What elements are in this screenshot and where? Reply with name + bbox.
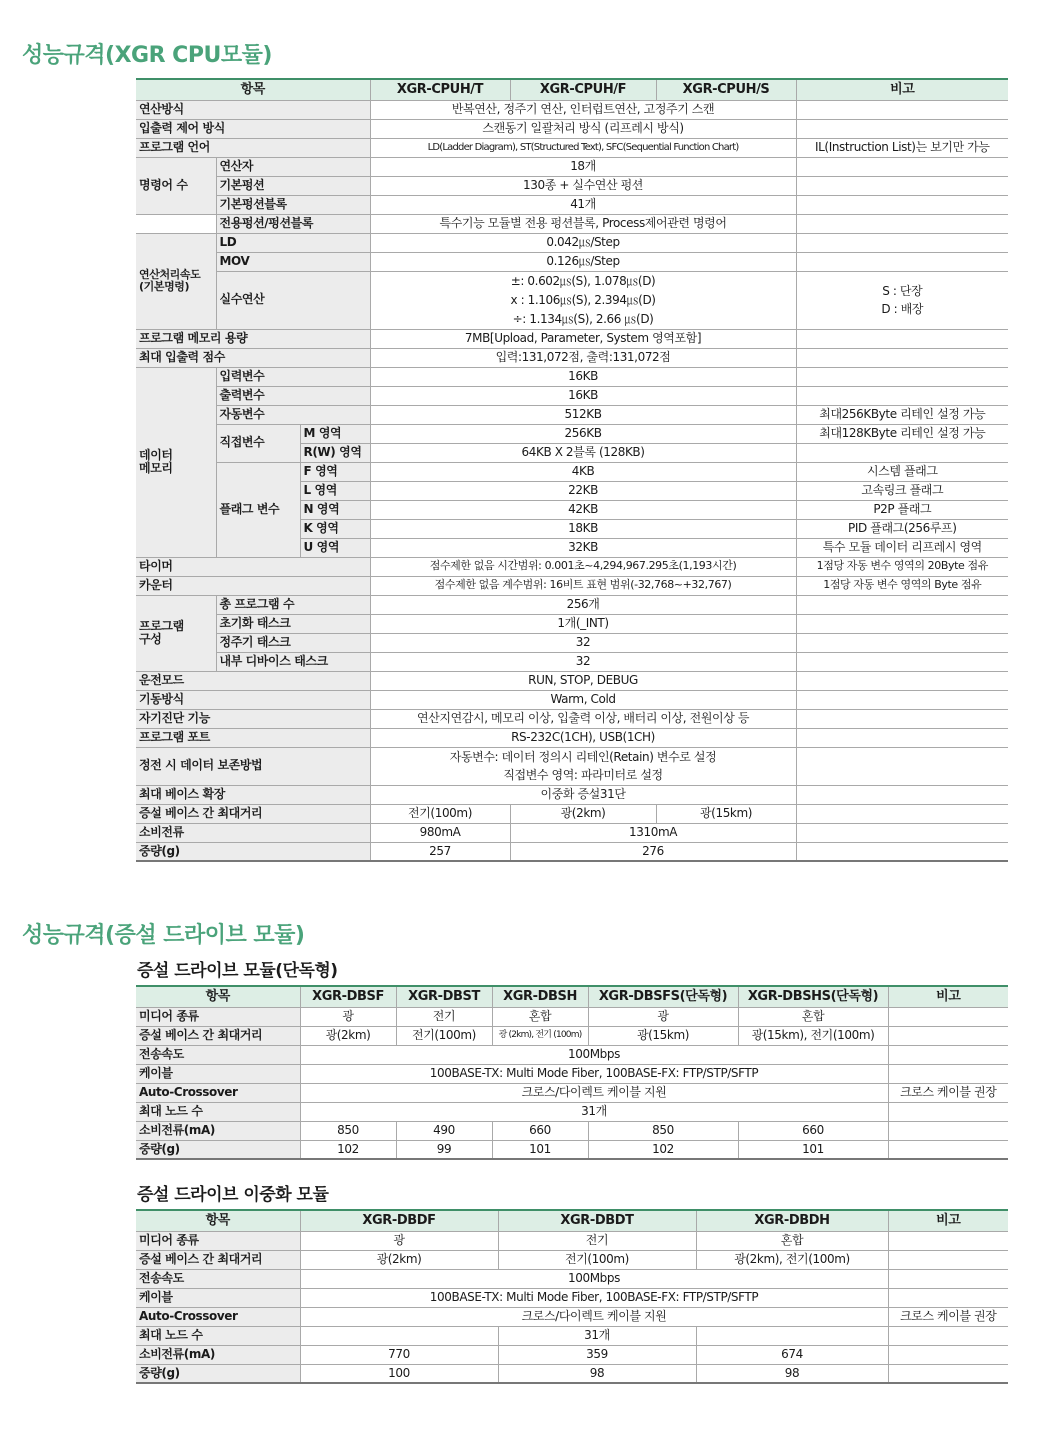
- row-auto-crossover: [136, 1307, 1008, 1326]
- value: 입력:131,072점, 출력:131,072점: [370, 348, 796, 367]
- remark: [888, 1026, 1008, 1045]
- remark: [796, 690, 1008, 709]
- remark: [796, 214, 1008, 233]
- remark: [888, 1064, 1008, 1083]
- label: Auto-Crossover: [136, 1083, 300, 1102]
- value: 전기(100m): [396, 1026, 492, 1045]
- label: 실수연산: [216, 271, 370, 329]
- row-mem-f: [136, 462, 1008, 481]
- label: 미디어 종류: [136, 1231, 300, 1250]
- row-distance: [136, 1250, 1008, 1269]
- value: 32: [370, 633, 796, 652]
- label: 소비전류(mA): [136, 1121, 300, 1140]
- row-run-mode: [136, 671, 1008, 690]
- row-speed-mov: [136, 252, 1008, 271]
- remark: [796, 652, 1008, 671]
- value: 혼합: [492, 1007, 588, 1026]
- value: 674: [696, 1345, 888, 1364]
- remark: 최대256KByte 리테인 설정 가능: [796, 405, 1008, 424]
- value: 광(15km): [588, 1026, 738, 1045]
- remark: [796, 252, 1008, 271]
- value-cpuh-t: 257: [370, 842, 510, 861]
- value: 16KB: [370, 386, 796, 405]
- remark: PID 플래그(256루프): [796, 519, 1008, 538]
- real-line-div: ÷: 1.134㎲(S), 2.66 ㎲(D): [512, 311, 654, 326]
- remark: 고속링크 플래그: [796, 481, 1008, 500]
- label: 증설 베이스 간 최대거리: [136, 1026, 300, 1045]
- remark: [796, 728, 1008, 747]
- real-line-add: ±: 0.602㎲(S), 1.078㎲(D): [510, 273, 656, 288]
- remark: [796, 671, 1008, 690]
- label: 연산자: [216, 157, 370, 176]
- label: 프로그램 언어: [136, 138, 370, 157]
- header-item: 항목: [136, 1210, 300, 1231]
- remark: [888, 1045, 1008, 1064]
- row-cable: [136, 1288, 1008, 1307]
- remark: 최대128KByte 리테인 설정 가능: [796, 424, 1008, 443]
- row-prog-internal: [136, 652, 1008, 671]
- remark: [796, 157, 1008, 176]
- blank: [136, 214, 216, 233]
- value: 0.042㎲/Step: [370, 233, 796, 252]
- label: 프로그램 메모리 용량: [136, 329, 370, 348]
- label: N 영역: [300, 500, 370, 519]
- row-mem-auto: [136, 405, 1008, 424]
- label: 정전 시 데이터 보존방법: [136, 747, 370, 785]
- value: 850: [300, 1121, 396, 1140]
- value: 반복연산, 정주기 연산, 인터럽트연산, 고정주기 스캔: [370, 100, 796, 119]
- inst-count-label: 명령어 수: [136, 157, 216, 214]
- cpu-section-title: 성능규격(XGR CPU모듈): [22, 43, 272, 68]
- label: 운전모드: [136, 671, 370, 690]
- dual-header-row: [136, 1210, 1008, 1231]
- remark: [796, 386, 1008, 405]
- row-current: [136, 1345, 1008, 1364]
- remark: 특수 모듈 데이터 리프레시 영역: [796, 538, 1008, 557]
- value: 18KB: [370, 519, 796, 538]
- value: 770: [300, 1345, 498, 1364]
- remark: [796, 709, 1008, 728]
- label: 최대 노드 수: [136, 1326, 300, 1345]
- row-max-io: [136, 348, 1008, 367]
- value: 16KB: [370, 367, 796, 386]
- remark: [796, 747, 1008, 785]
- prog-struct-label: 프로그램 구성: [136, 595, 216, 671]
- value: 광(2km): [300, 1250, 498, 1269]
- remark: [796, 633, 1008, 652]
- header-dbsf: XGR-DBSF: [300, 986, 396, 1007]
- remark: [796, 195, 1008, 214]
- row-op-method: [136, 100, 1008, 119]
- row-restart: [136, 690, 1008, 709]
- label: 출력변수: [216, 386, 370, 405]
- row-speed-ld: [136, 233, 1008, 252]
- remark: [796, 233, 1008, 252]
- label: 총 프로그램 수: [216, 595, 370, 614]
- remark: [796, 443, 1008, 462]
- label: 최대 입출력 점수: [136, 348, 370, 367]
- value: RS-232C(1CH), USB(1CH): [370, 728, 796, 747]
- header-dbshs: XGR-DBSHS(단독형): [738, 986, 888, 1007]
- label: 정주기 태스크: [216, 633, 370, 652]
- remark: [888, 1269, 1008, 1288]
- row-distance: [136, 804, 1008, 823]
- row-media: [136, 1007, 1008, 1026]
- remark: [888, 1007, 1008, 1026]
- value: 512KB: [370, 405, 796, 424]
- value: 전기(100m): [498, 1250, 696, 1269]
- row-speed-real: [136, 271, 1008, 329]
- label: 초기화 태스크: [216, 614, 370, 633]
- header-dbdh: XGR-DBDH: [696, 1210, 888, 1231]
- label: Auto-Crossover: [136, 1307, 300, 1326]
- header-remark: 비고: [888, 1210, 1008, 1231]
- value: 256KB: [370, 424, 796, 443]
- row-timer: [136, 557, 1008, 576]
- value: 98: [498, 1364, 696, 1383]
- row-mem-m: [136, 424, 1008, 443]
- value: 스캔동기 일괄처리 방식 (리프레시 방식): [370, 119, 796, 138]
- row-media: [136, 1231, 1008, 1250]
- value: 광: [588, 1007, 738, 1026]
- label: 내부 디바이스 태스크: [216, 652, 370, 671]
- value: 크로스/다이렉트 케이블 지원: [300, 1307, 888, 1326]
- value: 256개: [370, 595, 796, 614]
- value: 102: [588, 1140, 738, 1159]
- row-weight: [136, 1140, 1008, 1159]
- remark: [796, 329, 1008, 348]
- remark: [796, 614, 1008, 633]
- value-cpuh-s: 광(15km): [656, 804, 796, 823]
- label: M 영역: [300, 424, 370, 443]
- value: 특수기능 모듈별 전용 펑션블록, Process제어관련 명령어: [370, 214, 796, 233]
- remark: [796, 595, 1008, 614]
- value: 혼합: [696, 1231, 888, 1250]
- header-dbsfs: XGR-DBSFS(단독형): [588, 986, 738, 1007]
- remark: [796, 367, 1008, 386]
- value: 크로스/다이렉트 케이블 지원: [300, 1083, 888, 1102]
- value: 100BASE-TX: Multi Mode Fiber, 100BASE-FX: FTP/STP/SFTP: [300, 1288, 888, 1307]
- value: 광(15km), 전기(100m): [738, 1026, 888, 1045]
- value: LD(Ladder Diagram), ST(Structured Text), SFC(Sequential Function Chart): [370, 138, 796, 157]
- header-dbst: XGR-DBST: [396, 986, 492, 1007]
- header-dbsh: XGR-DBSH: [492, 986, 588, 1007]
- cpu-header-row: [136, 79, 1008, 100]
- header-dbdf: XGR-DBDF: [300, 1210, 498, 1231]
- row-inst-basic-fb: [136, 195, 1008, 214]
- label: 타이머: [136, 557, 370, 576]
- value: 7MB[Upload, Parameter, System 영역포함]: [370, 329, 796, 348]
- label: 자기진단 기능: [136, 709, 370, 728]
- row-prog-init: [136, 614, 1008, 633]
- value: 광: [300, 1007, 396, 1026]
- remark: [796, 785, 1008, 804]
- remark: P2P 플래그: [796, 500, 1008, 519]
- row-prog-cyclic: [136, 633, 1008, 652]
- value-cpuh-f: 광(2km): [510, 804, 656, 823]
- row-max-base: [136, 785, 1008, 804]
- row-auto-crossover: [136, 1083, 1008, 1102]
- value: 101: [492, 1140, 588, 1159]
- dual-drive-table: [136, 1209, 1008, 1384]
- row-power-fail: [136, 747, 1008, 785]
- remark: [888, 1326, 1008, 1345]
- header-cpuh-f: XGR-CPUH/F: [510, 79, 656, 100]
- value: 99: [396, 1140, 492, 1159]
- remark: [796, 176, 1008, 195]
- label: 소비전류(mA): [136, 1345, 300, 1364]
- label: 중량(g): [136, 842, 370, 861]
- label: 입출력 제어 방식: [136, 119, 370, 138]
- flag-var-label: 플래그 변수: [216, 462, 300, 557]
- label: 기본펑션블록: [216, 195, 370, 214]
- label: U 영역: [300, 538, 370, 557]
- value: 22KB: [370, 481, 796, 500]
- row-prog-mem: [136, 329, 1008, 348]
- label: 기본펑션: [216, 176, 370, 195]
- value: 4KB: [370, 462, 796, 481]
- header-remark: 비고: [796, 79, 1008, 100]
- real-line-mul: x : 1.106㎲(S), 2.394㎲(D): [510, 292, 656, 307]
- value-cpuh-fs: 1310mA: [510, 823, 796, 842]
- label: F 영역: [300, 462, 370, 481]
- remark: 1점당 자동 변수 영역의 Byte 점유: [796, 576, 1008, 595]
- label: R(W) 영역: [300, 443, 370, 462]
- value: RUN, STOP, DEBUG: [370, 671, 796, 690]
- row-mem-input: [136, 367, 1008, 386]
- remark: [796, 348, 1008, 367]
- row-prog-port: [136, 728, 1008, 747]
- header-item: 항목: [136, 79, 370, 100]
- label: 케이블: [136, 1288, 300, 1307]
- remark: IL(Instruction List)는 보기만 가능: [796, 138, 1008, 157]
- value: 광(2km), 전기(100m): [696, 1250, 888, 1269]
- value: 광 (2km), 전기 (100m): [492, 1026, 588, 1045]
- remark: [796, 100, 1008, 119]
- speed-label: 연산처리속도 (기본명령): [136, 233, 216, 329]
- row-current: [136, 823, 1008, 842]
- value: 이중화 증설31단: [370, 785, 796, 804]
- header-item: 항목: [136, 986, 300, 1007]
- remark: [796, 842, 1008, 861]
- value: 850: [588, 1121, 738, 1140]
- value: 101: [738, 1140, 888, 1159]
- label: 증설 베이스 간 최대거리: [136, 1250, 300, 1269]
- value: 전기: [396, 1007, 492, 1026]
- value: 1개(_INT): [370, 614, 796, 633]
- value: 점수제한 없음 시간범위: 0.001초~4,294,967.295초(1,193시간): [370, 557, 796, 576]
- value: 64KB X 2블록 (128KB): [370, 443, 796, 462]
- remark: [888, 1250, 1008, 1269]
- remark: [888, 1140, 1008, 1159]
- remark: [888, 1102, 1008, 1121]
- value: 광: [300, 1231, 498, 1250]
- value: 660: [492, 1121, 588, 1140]
- value: 31개: [300, 1102, 888, 1121]
- value: 100BASE-TX: Multi Mode Fiber, 100BASE-FX: FTP/STP/SFTP: [300, 1064, 888, 1083]
- value: 130종 + 실수연산 펑션: [370, 176, 796, 195]
- label: 전용펑션/펑션블록: [216, 214, 370, 233]
- value-cpuh-t: 전기(100m): [370, 804, 510, 823]
- header-cpuh-s: XGR-CPUH/S: [656, 79, 796, 100]
- row-io-control: [136, 119, 1008, 138]
- value: 42KB: [370, 500, 796, 519]
- value: 102: [300, 1140, 396, 1159]
- row-weight: [136, 1364, 1008, 1383]
- label: 기동방식: [136, 690, 370, 709]
- label: 소비전류: [136, 823, 370, 842]
- remark: [888, 1231, 1008, 1250]
- row-distance: [136, 1026, 1008, 1045]
- row-counter: [136, 576, 1008, 595]
- remark: [888, 1345, 1008, 1364]
- label: L 영역: [300, 481, 370, 500]
- row-speed: [136, 1269, 1008, 1288]
- single-header-row: [136, 986, 1008, 1007]
- label: 중량(g): [136, 1364, 300, 1383]
- label: 최대 노드 수: [136, 1102, 300, 1121]
- value: 359: [498, 1345, 696, 1364]
- value: 98: [696, 1364, 888, 1383]
- label: K 영역: [300, 519, 370, 538]
- value: 100Mbps: [300, 1045, 888, 1064]
- label: 미디어 종류: [136, 1007, 300, 1026]
- remark: [888, 1364, 1008, 1383]
- direct-var-label: 직접변수: [216, 424, 300, 462]
- value: 31개: [498, 1326, 696, 1345]
- value: 전기: [498, 1231, 696, 1250]
- value: 0.126㎲/Step: [370, 252, 796, 271]
- label: 최대 베이스 확장: [136, 785, 370, 804]
- value: 100Mbps: [300, 1269, 888, 1288]
- row-self-diag: [136, 709, 1008, 728]
- row-max-node: [136, 1102, 1008, 1121]
- value: 혼합: [738, 1007, 888, 1026]
- remark: 1점당 자동 변수 영역의 20Byte 점유: [796, 557, 1008, 576]
- label: 증설 베이스 간 최대거리: [136, 804, 370, 823]
- value: 연산지연감시, 메모리 이상, 입출력 이상, 배터리 이상, 전원이상 등: [370, 709, 796, 728]
- row-mem-output: [136, 386, 1008, 405]
- remark: 크로스 케이블 권장: [888, 1083, 1008, 1102]
- drive-section-title: 성능규격(증설 드라이브 모듈): [22, 923, 305, 948]
- label: 자동변수: [216, 405, 370, 424]
- row-speed: [136, 1045, 1008, 1064]
- label: 중량(g): [136, 1140, 300, 1159]
- row-prog-lang: [136, 138, 1008, 157]
- label: 연산방식: [136, 100, 370, 119]
- label: 입력변수: [216, 367, 370, 386]
- value: 660: [738, 1121, 888, 1140]
- remark: 시스템 플래그: [796, 462, 1008, 481]
- value: 자동변수: 데이터 정의시 리테인(Retain) 변수로 설정 직접변수 영역: 파라미터로 설정: [370, 747, 796, 785]
- value: 100: [300, 1364, 498, 1383]
- value-cpuh-t: 980mA: [370, 823, 510, 842]
- label: 프로그램 포트: [136, 728, 370, 747]
- remark: [796, 804, 1008, 823]
- remark: [888, 1288, 1008, 1307]
- value: 점수제한 없음 계수범위: 16비트 표현 범위(-32,768~+32,767): [370, 576, 796, 595]
- header-cpuh-t: XGR-CPUH/T: [370, 79, 510, 100]
- label: 전송속도: [136, 1045, 300, 1064]
- blank: [300, 1326, 498, 1345]
- data-mem-label: 데이터 메모리: [136, 367, 216, 557]
- header-remark: 비고: [888, 986, 1008, 1007]
- label: 전송속도: [136, 1269, 300, 1288]
- label: 케이블: [136, 1064, 300, 1083]
- remark: 크로스 케이블 권장: [888, 1307, 1008, 1326]
- label: MOV: [216, 252, 370, 271]
- value-cpuh-fs: 276: [510, 842, 796, 861]
- remark: S : 단장 D : 배장: [796, 271, 1008, 329]
- value: 490: [396, 1121, 492, 1140]
- remark: [796, 823, 1008, 842]
- blank: [696, 1326, 888, 1345]
- value: 18개: [370, 157, 796, 176]
- row-cable: [136, 1064, 1008, 1083]
- row-max-node: [136, 1326, 1008, 1345]
- row-current: [136, 1121, 1008, 1140]
- row-prog-total: [136, 595, 1008, 614]
- header-dbdt: XGR-DBDT: [498, 1210, 696, 1231]
- row-weight: [136, 842, 1008, 861]
- value: 41개: [370, 195, 796, 214]
- label: 카운터: [136, 576, 370, 595]
- row-inst-operator: [136, 157, 1008, 176]
- remark: [888, 1121, 1008, 1140]
- label: LD: [216, 233, 370, 252]
- value: 32: [370, 652, 796, 671]
- value: Warm, Cold: [370, 690, 796, 709]
- single-drive-title: 증설 드라이브 모듈(단독형): [137, 961, 338, 981]
- single-drive-table: [136, 985, 1008, 1160]
- dual-drive-title: 증설 드라이브 이중화 모듈: [137, 1185, 329, 1205]
- value: 광(2km): [300, 1026, 396, 1045]
- value: 32KB: [370, 538, 796, 557]
- row-special-fb: [136, 214, 1008, 233]
- row-inst-basic-func: [136, 176, 1008, 195]
- remark: [796, 119, 1008, 138]
- cpu-spec-table: [136, 78, 1008, 862]
- value: [370, 271, 796, 329]
